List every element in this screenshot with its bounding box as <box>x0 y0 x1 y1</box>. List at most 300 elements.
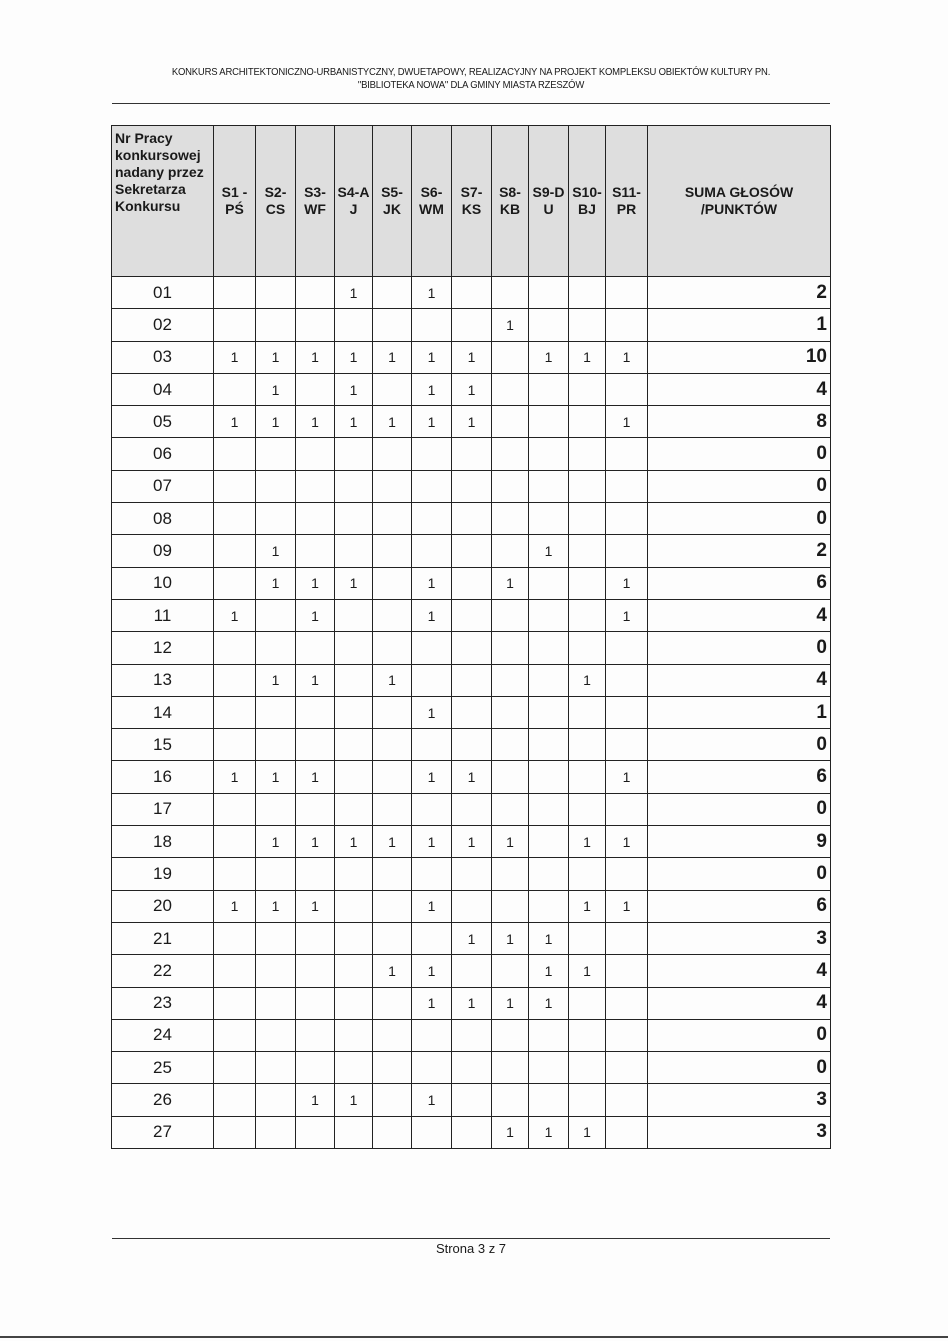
sum-cell: 3 <box>648 922 831 954</box>
vote-cell <box>606 922 648 954</box>
vote-cell <box>214 858 256 890</box>
vote-cell <box>373 599 412 631</box>
vote-cell <box>373 793 412 825</box>
work-number-cell: 06 <box>112 438 214 470</box>
vote-cell: 1 <box>492 1116 529 1148</box>
document-header <box>137 66 805 92</box>
vote-cell: 1 <box>412 987 452 1019</box>
vote-cell <box>335 438 373 470</box>
vote-cell <box>569 987 606 1019</box>
vote-cell: 1 <box>214 599 256 631</box>
vote-cell <box>606 373 648 405</box>
vote-cell <box>569 1019 606 1051</box>
vote-cell <box>256 309 296 341</box>
vote-cell: 1 <box>452 922 492 954</box>
vote-cell: 1 <box>256 567 296 599</box>
vote-cell <box>214 664 256 696</box>
vote-cell: 1 <box>412 696 452 728</box>
vote-cell <box>452 309 492 341</box>
vote-cell: 1 <box>492 922 529 954</box>
work-number-cell: 20 <box>112 890 214 922</box>
work-number-cell: 19 <box>112 858 214 890</box>
sum-cell: 8 <box>648 406 831 438</box>
vote-cell: 1 <box>412 1084 452 1116</box>
vote-cell <box>606 470 648 502</box>
work-number-cell: 26 <box>112 1084 214 1116</box>
sum-cell: 4 <box>648 373 831 405</box>
vote-cell: 1 <box>452 406 492 438</box>
vote-cell <box>412 470 452 502</box>
vote-cell <box>373 761 412 793</box>
vote-cell: 1 <box>529 341 569 373</box>
sum-cell: 0 <box>648 470 831 502</box>
sum-cell: 3 <box>648 1116 831 1148</box>
sum-cell: 0 <box>648 1019 831 1051</box>
work-number-cell: 08 <box>112 503 214 535</box>
vote-cell <box>569 567 606 599</box>
vote-cell <box>569 599 606 631</box>
vote-cell <box>569 470 606 502</box>
vote-cell <box>452 632 492 664</box>
vote-cell: 1 <box>373 341 412 373</box>
vote-cell: 1 <box>529 1116 569 1148</box>
table-row <box>112 1052 831 1084</box>
vote-cell <box>335 1052 373 1084</box>
vote-cell <box>335 729 373 761</box>
vote-cell <box>256 438 296 470</box>
vote-cell <box>256 632 296 664</box>
sum-cell: 1 <box>648 309 831 341</box>
vote-cell <box>296 277 335 309</box>
vote-cell <box>529 761 569 793</box>
sum-cell: 2 <box>648 277 831 309</box>
table-row <box>112 890 831 922</box>
vote-cell <box>569 729 606 761</box>
vote-cell <box>296 922 335 954</box>
vote-cell <box>412 632 452 664</box>
vote-cell <box>256 987 296 1019</box>
table-header-row <box>112 126 831 277</box>
vote-cell <box>492 761 529 793</box>
vote-cell <box>373 1052 412 1084</box>
vote-cell <box>296 373 335 405</box>
vote-cell: 1 <box>569 341 606 373</box>
column-header-judge: S7- KS <box>452 126 492 277</box>
votes-table <box>111 125 831 1149</box>
work-number-cell: 05 <box>112 406 214 438</box>
vote-cell <box>296 1019 335 1051</box>
vote-cell <box>492 696 529 728</box>
sum-cell: 4 <box>648 664 831 696</box>
vote-cell <box>529 503 569 535</box>
vote-cell: 1 <box>214 341 256 373</box>
vote-cell <box>529 406 569 438</box>
table-row <box>112 826 831 858</box>
vote-cell <box>214 373 256 405</box>
vote-cell <box>335 309 373 341</box>
vote-cell <box>529 438 569 470</box>
vote-cell <box>569 632 606 664</box>
vote-cell: 1 <box>335 1084 373 1116</box>
sum-cell: 6 <box>648 761 831 793</box>
vote-cell <box>569 1052 606 1084</box>
vote-cell <box>606 438 648 470</box>
vote-cell <box>492 858 529 890</box>
work-number-cell: 24 <box>112 1019 214 1051</box>
vote-cell <box>214 922 256 954</box>
sum-cell: 0 <box>648 438 831 470</box>
column-header-judge: S3- WF <box>296 126 335 277</box>
vote-cell <box>452 277 492 309</box>
table-row <box>112 567 831 599</box>
vote-cell <box>296 535 335 567</box>
work-number-cell: 23 <box>112 987 214 1019</box>
vote-cell: 1 <box>373 664 412 696</box>
vote-cell: 1 <box>452 341 492 373</box>
vote-cell <box>296 1052 335 1084</box>
sum-cell: 10 <box>648 341 831 373</box>
vote-cell <box>606 987 648 1019</box>
vote-cell: 1 <box>373 826 412 858</box>
vote-cell: 1 <box>529 535 569 567</box>
column-header-nr: Nr Pracy konkursowej nadany przez Sekretarza Konkursu <box>112 126 214 277</box>
vote-cell <box>373 987 412 1019</box>
vote-cell: 1 <box>412 890 452 922</box>
vote-cell: 1 <box>492 826 529 858</box>
sum-cell: 9 <box>648 826 831 858</box>
header-line-2: "BIBLIOTEKA NOWA" DLA GMINY MIASTA RZESZÓW <box>357 80 585 91</box>
vote-cell <box>214 438 256 470</box>
vote-cell: 1 <box>606 761 648 793</box>
vote-cell: 1 <box>335 567 373 599</box>
vote-cell <box>606 729 648 761</box>
vote-cell: 1 <box>214 406 256 438</box>
vote-cell <box>569 277 606 309</box>
vote-cell <box>529 729 569 761</box>
vote-cell: 1 <box>606 406 648 438</box>
vote-cell: 1 <box>214 890 256 922</box>
column-header-judge: S8- KB <box>492 126 529 277</box>
vote-cell <box>492 793 529 825</box>
header-divider <box>112 103 830 104</box>
vote-cell <box>214 309 256 341</box>
vote-cell <box>214 793 256 825</box>
vote-cell: 1 <box>452 826 492 858</box>
vote-cell <box>214 1084 256 1116</box>
vote-cell <box>492 1052 529 1084</box>
vote-cell <box>373 1116 412 1148</box>
vote-cell <box>606 535 648 567</box>
vote-cell <box>412 438 452 470</box>
vote-cell <box>373 890 412 922</box>
vote-cell: 1 <box>296 890 335 922</box>
vote-cell <box>214 1019 256 1051</box>
vote-cell <box>606 696 648 728</box>
vote-cell <box>569 793 606 825</box>
vote-cell <box>256 793 296 825</box>
work-number-cell: 07 <box>112 470 214 502</box>
table-row <box>112 503 831 535</box>
sum-cell: 1 <box>648 696 831 728</box>
vote-cell <box>452 793 492 825</box>
vote-cell: 1 <box>256 826 296 858</box>
vote-cell: 1 <box>452 373 492 405</box>
vote-cell <box>492 1084 529 1116</box>
table-row <box>112 922 831 954</box>
vote-cell <box>529 826 569 858</box>
vote-cell <box>296 696 335 728</box>
vote-cell: 1 <box>412 341 452 373</box>
vote-cell <box>452 955 492 987</box>
vote-cell <box>412 503 452 535</box>
work-number-cell: 27 <box>112 1116 214 1148</box>
vote-cell <box>214 1116 256 1148</box>
vote-cell <box>335 987 373 1019</box>
table-body <box>112 277 831 1149</box>
vote-cell <box>256 599 296 631</box>
table-row <box>112 535 831 567</box>
column-header-judge: S6- WM <box>412 126 452 277</box>
vote-cell <box>492 535 529 567</box>
vote-cell <box>569 858 606 890</box>
work-number-cell: 10 <box>112 567 214 599</box>
vote-cell: 1 <box>492 309 529 341</box>
vote-cell: 1 <box>335 826 373 858</box>
vote-cell <box>606 277 648 309</box>
vote-cell <box>296 1116 335 1148</box>
vote-cell <box>492 470 529 502</box>
vote-cell <box>256 1084 296 1116</box>
footer-divider <box>112 1238 830 1239</box>
vote-cell <box>606 1116 648 1148</box>
vote-cell: 1 <box>335 406 373 438</box>
vote-cell: 1 <box>296 599 335 631</box>
sum-cell: 0 <box>648 729 831 761</box>
vote-cell <box>335 858 373 890</box>
vote-cell: 1 <box>335 341 373 373</box>
vote-cell: 1 <box>569 664 606 696</box>
table-row <box>112 696 831 728</box>
vote-cell <box>529 858 569 890</box>
vote-cell <box>452 438 492 470</box>
sum-cell: 6 <box>648 890 831 922</box>
vote-cell <box>529 599 569 631</box>
vote-cell <box>529 890 569 922</box>
vote-cell <box>452 696 492 728</box>
vote-cell <box>335 535 373 567</box>
vote-cell <box>296 438 335 470</box>
work-number-cell: 22 <box>112 955 214 987</box>
vote-cell: 1 <box>373 406 412 438</box>
table-row <box>112 309 831 341</box>
vote-cell <box>529 373 569 405</box>
table-row <box>112 664 831 696</box>
vote-cell <box>296 955 335 987</box>
vote-cell: 1 <box>214 761 256 793</box>
vote-cell <box>452 1084 492 1116</box>
vote-cell <box>529 309 569 341</box>
header-line-1: KONKURS ARCHITEKTONICZNO-URBANISTYCZNY, DWUETAPOWY, REALIZACYJNY NA PROJEKT KOMPLEKSU OBIEKTÓW KULTURY PN. <box>171 67 771 78</box>
vote-cell: 1 <box>296 406 335 438</box>
vote-cell <box>452 535 492 567</box>
table-row <box>112 470 831 502</box>
column-header-judge: S1 - PŚ <box>214 126 256 277</box>
work-number-cell: 25 <box>112 1052 214 1084</box>
vote-cell <box>335 503 373 535</box>
vote-cell <box>452 1052 492 1084</box>
vote-cell <box>296 632 335 664</box>
vote-cell <box>452 470 492 502</box>
vote-cell <box>373 470 412 502</box>
vote-cell: 1 <box>412 567 452 599</box>
vote-cell <box>335 793 373 825</box>
table-row <box>112 406 831 438</box>
sum-cell: 0 <box>648 1052 831 1084</box>
vote-cell <box>606 1052 648 1084</box>
vote-cell <box>452 503 492 535</box>
column-header-judge: S10- BJ <box>569 126 606 277</box>
vote-cell <box>296 987 335 1019</box>
vote-cell: 1 <box>606 567 648 599</box>
vote-cell <box>492 438 529 470</box>
vote-cell <box>529 1084 569 1116</box>
vote-cell: 1 <box>296 826 335 858</box>
vote-cell: 1 <box>606 341 648 373</box>
vote-cell <box>296 729 335 761</box>
table-row <box>112 761 831 793</box>
vote-cell <box>529 632 569 664</box>
vote-cell <box>335 1019 373 1051</box>
vote-cell: 1 <box>606 826 648 858</box>
vote-cell <box>492 1019 529 1051</box>
work-number-cell: 17 <box>112 793 214 825</box>
vote-cell: 1 <box>256 535 296 567</box>
column-header-judge: S9-D U <box>529 126 569 277</box>
vote-cell: 1 <box>412 599 452 631</box>
table-row <box>112 1116 831 1148</box>
vote-cell <box>569 438 606 470</box>
vote-cell <box>296 503 335 535</box>
vote-cell <box>452 664 492 696</box>
work-number-cell: 03 <box>112 341 214 373</box>
vote-cell: 1 <box>256 890 296 922</box>
vote-cell <box>214 696 256 728</box>
vote-cell <box>569 922 606 954</box>
vote-cell <box>373 438 412 470</box>
vote-cell <box>214 1052 256 1084</box>
vote-cell <box>373 567 412 599</box>
vote-cell <box>529 696 569 728</box>
vote-cell: 1 <box>529 922 569 954</box>
table-row <box>112 277 831 309</box>
work-number-cell: 14 <box>112 696 214 728</box>
page-number: Strona 3 z 7 <box>435 1241 507 1256</box>
vote-cell: 1 <box>569 826 606 858</box>
vote-cell <box>214 277 256 309</box>
vote-cell: 1 <box>569 955 606 987</box>
table-row <box>112 1019 831 1051</box>
vote-cell <box>606 793 648 825</box>
vote-cell: 1 <box>412 373 452 405</box>
vote-cell <box>296 470 335 502</box>
sum-cell: 2 <box>648 535 831 567</box>
vote-cell: 1 <box>373 955 412 987</box>
table-row <box>112 341 831 373</box>
work-number-cell: 12 <box>112 632 214 664</box>
vote-cell <box>492 729 529 761</box>
column-header-sum: SUMA GŁOSÓW /PUNKTÓW <box>648 126 831 277</box>
sum-cell: 4 <box>648 599 831 631</box>
vote-cell <box>606 503 648 535</box>
vote-cell <box>412 1116 452 1148</box>
vote-cell <box>492 599 529 631</box>
vote-cell <box>452 567 492 599</box>
vote-cell <box>335 1116 373 1148</box>
vote-cell <box>214 826 256 858</box>
vote-cell <box>373 1019 412 1051</box>
vote-cell <box>412 858 452 890</box>
vote-cell <box>569 535 606 567</box>
table-row <box>112 1084 831 1116</box>
table-row <box>112 793 831 825</box>
vote-cell <box>529 470 569 502</box>
vote-cell: 1 <box>529 955 569 987</box>
table-row <box>112 599 831 631</box>
vote-cell <box>373 1084 412 1116</box>
vote-cell <box>412 729 452 761</box>
vote-cell <box>529 793 569 825</box>
vote-cell <box>606 858 648 890</box>
vote-cell: 1 <box>569 890 606 922</box>
vote-cell: 1 <box>256 406 296 438</box>
column-header-judge: S4-A J <box>335 126 373 277</box>
sum-cell: 0 <box>648 793 831 825</box>
sum-cell: 0 <box>648 503 831 535</box>
vote-cell <box>256 503 296 535</box>
vote-cell: 1 <box>492 567 529 599</box>
vote-cell <box>529 567 569 599</box>
vote-cell <box>452 599 492 631</box>
vote-cell <box>606 955 648 987</box>
vote-cell <box>214 535 256 567</box>
vote-cell <box>214 567 256 599</box>
table-row <box>112 729 831 761</box>
vote-cell <box>335 890 373 922</box>
vote-cell <box>452 729 492 761</box>
table-row <box>112 438 831 470</box>
work-number-cell: 04 <box>112 373 214 405</box>
vote-cell <box>335 664 373 696</box>
vote-cell <box>214 632 256 664</box>
vote-cell <box>373 373 412 405</box>
vote-cell <box>569 503 606 535</box>
vote-cell <box>492 341 529 373</box>
vote-cell: 1 <box>412 761 452 793</box>
vote-cell <box>296 309 335 341</box>
vote-cell <box>492 890 529 922</box>
vote-cell <box>606 632 648 664</box>
vote-cell: 1 <box>256 341 296 373</box>
vote-cell <box>569 406 606 438</box>
vote-cell: 1 <box>296 761 335 793</box>
vote-cell <box>335 470 373 502</box>
vote-cell <box>606 664 648 696</box>
vote-cell <box>335 955 373 987</box>
vote-cell: 1 <box>296 664 335 696</box>
vote-cell <box>492 955 529 987</box>
work-number-cell: 09 <box>112 535 214 567</box>
vote-cell <box>412 793 452 825</box>
